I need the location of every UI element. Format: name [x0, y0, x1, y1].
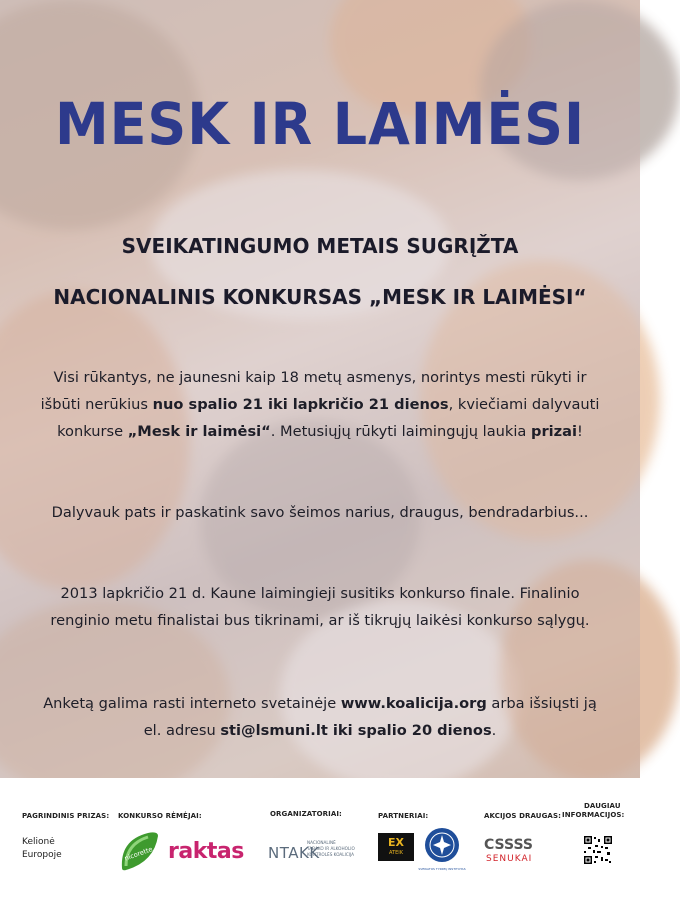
main-prize-label: PAGRINDINIS PRIZAS:: [22, 812, 110, 820]
main-prize-text: Kelionė Europoje: [22, 837, 62, 860]
paragraph-entry-conditions: Visi rūkantys, ne jaunesni kaip 18 metų asmenys, norintys mesti rūkyti ir išbūti nerūkius nuo spalio 21 iki lapkričio 21 dienos, kviečiami dalyvauti konkurse „Mesk ir laimėsi“. Metusiųjų rūkyti laimingųjų laukia prizai!: [40, 369, 600, 440]
sponsors-label: KONKURSO RĖMĖJAI:: [118, 812, 202, 820]
cssss-logo: CSSSS: [484, 837, 533, 853]
institute-logo: [418, 826, 466, 874]
nicorette-logo: [118, 830, 160, 872]
more-info-label-2: INFORMACIJOS:: [562, 811, 625, 819]
organizers-label: ORGANIZATORIAI:: [270, 810, 342, 818]
more-info-label-1: DAUGIAU: [584, 802, 621, 810]
senukai-logo: SENUKAI: [486, 854, 533, 864]
paragraph-final-event: 2013 lapkričio 21 d. Kaune laimingieji susitiks konkurso finale. Finalinio renginio metu finalistai bus tikrinami, ar iš tikrųjų laikėsi konkurso sąlygų.: [50, 585, 590, 629]
raktas-logo: raktas: [168, 839, 244, 864]
friend-label: AKCIJOS DRAUGAS:: [484, 812, 561, 820]
partners-label: PARTNERIAI:: [378, 812, 429, 820]
subtitle-line-1: SVEIKATINGUMO METAIS SUGRĮŽTA: [121, 234, 519, 258]
ex-logo: EX ATEIK: [378, 833, 414, 861]
ntakk-subtitle: NACIONALINĖ TABAKO IR ALKOHOLIO KONTROLĖS KOALICIJA: [307, 840, 355, 857]
nicorette-text: nicorette: [123, 845, 154, 863]
ntakk-logo: NTAKK: [268, 844, 320, 862]
paragraph-application: Anketą galima rasti interneto svetainėje www.koalicija.org arba išsiųsti ją el. adresu sti@lsmuni.lt iki spalio 20 dienos.: [43, 695, 597, 739]
website-link[interactable]: www.koalicija.org: [340, 695, 487, 712]
subtitle-line-2: NACIONALINIS KONKURSAS „MESK IR LAIMĖSI“: [53, 285, 587, 309]
qr-code[interactable]: [583, 835, 613, 865]
paragraph-invitation: Dalyvauk pats ir paskatink savo šeimos narius, draugus, bendradarbius...: [51, 504, 589, 521]
poster-title: MESK IR LAIMĖSI: [55, 90, 585, 158]
email-link[interactable]: sti@lsmuni.lt iki spalio 20 dienos: [220, 722, 492, 739]
institute-text: SVEIKATOS TYRIMŲ INSTITUTAS: [418, 867, 466, 871]
